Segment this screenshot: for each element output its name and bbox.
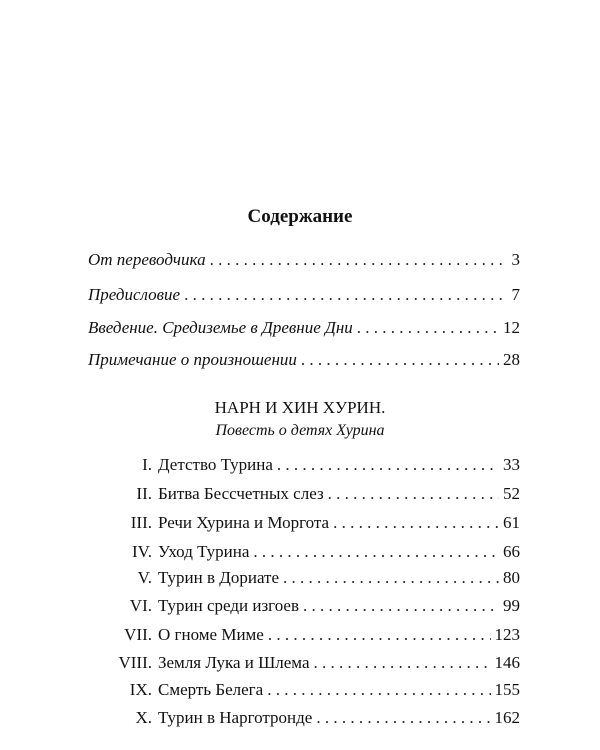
- chapter-page: 123: [494, 625, 520, 644]
- section-title: НАРН И ХИН ХУРИН.: [214, 398, 386, 417]
- chapter-entry: [96, 542, 520, 562]
- chapter-number: VIII.: [118, 653, 152, 672]
- chapter-entry: [96, 708, 520, 728]
- toc-entry-page: 7: [511, 285, 520, 304]
- dot-leader: [357, 318, 499, 338]
- chapter-entry: [96, 568, 520, 588]
- chapter-entry: [96, 455, 520, 475]
- chapter-page: 155: [494, 680, 520, 699]
- toc-entry: [88, 350, 520, 370]
- dot-leader: [210, 250, 508, 270]
- toc-entry: [88, 285, 520, 305]
- dot-leader: [314, 653, 491, 673]
- page-title: Содержание: [247, 206, 353, 227]
- chapter-label: Земля Лука и Шлема: [158, 653, 310, 672]
- chapter-number: VII.: [124, 625, 152, 644]
- chapter-number: IX.: [129, 680, 152, 699]
- dot-leader: [268, 625, 491, 645]
- chapter-label: Уход Турина: [158, 542, 250, 561]
- dot-leader: [333, 513, 499, 533]
- chapter-entry: [96, 680, 520, 700]
- dot-leader: [253, 542, 499, 562]
- chapter-number: X.: [135, 708, 152, 727]
- chapter-page: 99: [503, 596, 520, 615]
- chapter-number: V.: [137, 568, 152, 587]
- chapter-label: Детство Турина: [158, 455, 273, 474]
- chapter-page: 33: [503, 455, 520, 474]
- chapter-page: 66: [503, 542, 520, 561]
- toc-entry-label: Предисловие: [88, 285, 181, 304]
- toc-entry: [88, 250, 520, 270]
- section-subtitle: Повесть о детях Хурина: [215, 422, 385, 439]
- dot-leader: [267, 680, 490, 700]
- dot-leader: [283, 568, 499, 588]
- chapter-label: Турин среди изгоев: [158, 596, 299, 615]
- chapter-label: Смерть Белега: [158, 680, 264, 699]
- toc-entry-page: 28: [503, 350, 520, 369]
- chapter-number: III.: [130, 513, 152, 532]
- chapter-entry: [96, 513, 520, 533]
- chapter-label: Битва Бессчетных слез: [158, 484, 324, 503]
- dot-leader: [184, 285, 507, 305]
- chapter-page: 52: [503, 484, 520, 503]
- dot-leader: [277, 455, 499, 475]
- toc-entry-label: Введение. Средиземье в Древние Дни: [88, 318, 353, 337]
- dot-leader: [303, 596, 499, 616]
- toc-entry-page: 3: [511, 250, 520, 269]
- chapter-label: О гноме Миме: [158, 625, 264, 644]
- chapter-entry: [96, 625, 520, 645]
- chapter-number: I.: [142, 455, 152, 474]
- chapter-label: Турин в Дориате: [158, 568, 280, 587]
- toc-entry-label: От переводчика: [88, 250, 206, 269]
- chapter-page: 146: [494, 653, 520, 672]
- chapter-page: 61: [503, 513, 520, 532]
- dot-leader: [328, 484, 499, 504]
- chapter-entry: [96, 653, 520, 673]
- toc-entry-label: Примечание о произношении: [88, 350, 297, 369]
- chapter-label: Речи Хурина и Моргота: [158, 513, 330, 532]
- chapter-entry: [96, 596, 520, 616]
- chapter-number: IV.: [132, 542, 152, 561]
- chapter-label: Турин в Нарготронде: [158, 708, 313, 727]
- toc-entry-page: 12: [503, 318, 520, 337]
- toc-entry: [88, 318, 520, 338]
- dot-leader: [316, 708, 490, 728]
- chapter-page: 162: [494, 708, 520, 727]
- dot-leader: [301, 350, 499, 370]
- chapter-number: II.: [136, 484, 152, 503]
- chapter-entry: [96, 484, 520, 504]
- chapter-page: 80: [503, 568, 520, 587]
- chapter-number: VI.: [129, 596, 152, 615]
